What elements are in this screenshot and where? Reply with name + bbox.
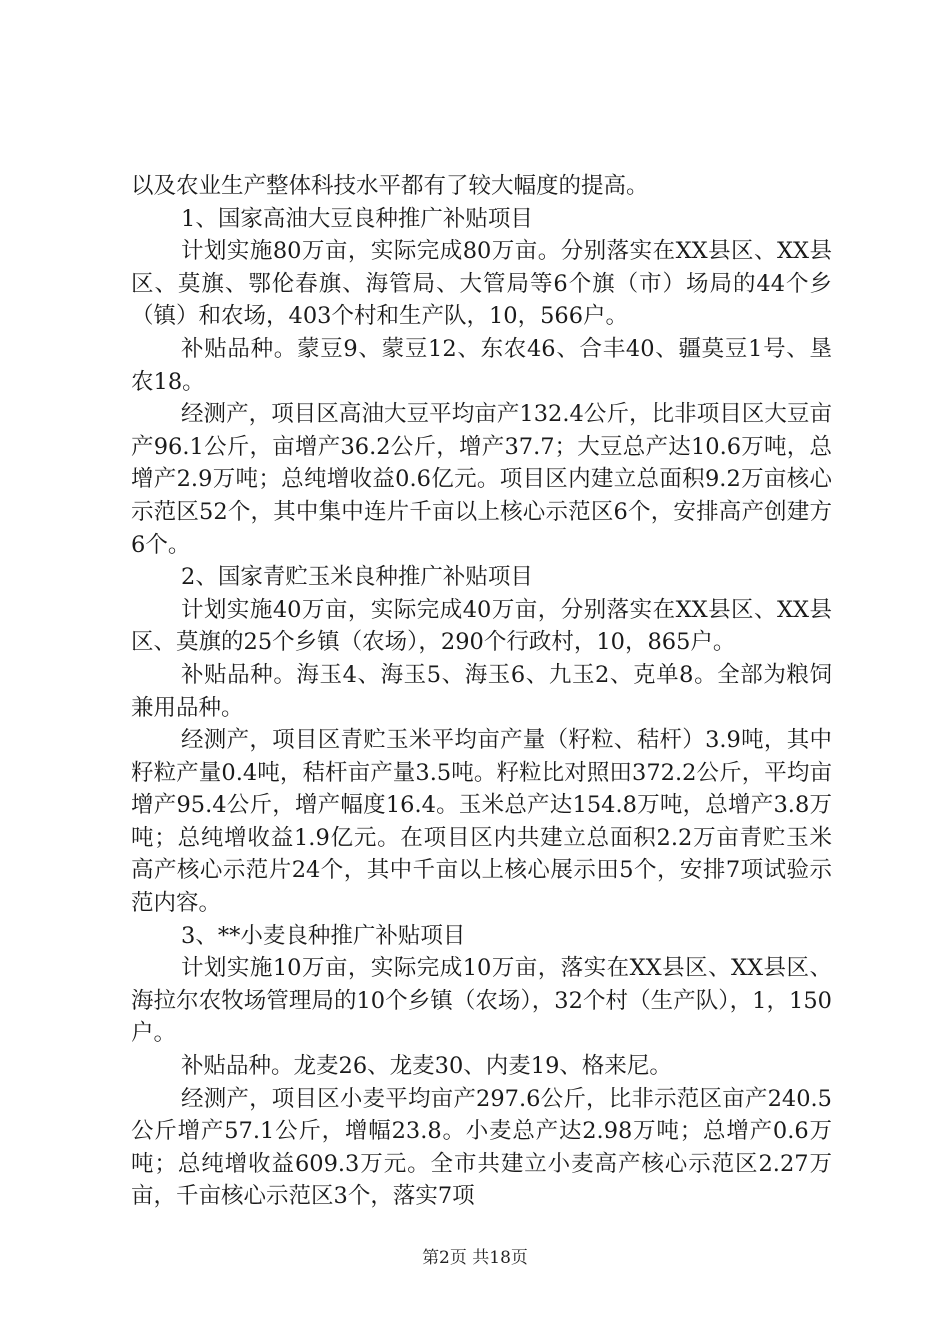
paragraph: 经测产，项目区小麦平均亩产297.6公斤，比非示范区亩产240.5公斤增产57.1公斤，增幅23.8。小麦总产达2.98万吨；总增产0.6万吨；总纯增收益609.3万元。全市共建立小麦高产核心示范区2.27万亩，千亩核心示范区3个，落实7项	[131, 1085, 832, 1210]
paragraph: 经测产，项目区高油大豆平均亩产132.4公斤，比非项目区大豆亩产96.1公斤，亩增产36.2公斤，增产37.7；大豆总产达10.6万吨，总增产2.9万吨；总纯增收益0.6亿元。项目区内建立总面积9.2万亩核心示范区52个，其中集中连片千亩以上核心示范区6个，安排高产创建方6个。	[131, 401, 832, 558]
paragraph: 以及农业生产整体科技水平都有了较大幅度的提高。	[131, 173, 649, 199]
paragraph: 经测产，项目区青贮玉米平均亩产量（籽粒、秸杆）3.9吨，其中籽粒产量0.4吨，秸杆亩产量3.5吨。籽粒比对照田372.2公斤，平均亩增产95.4公斤，增产幅度16.4。玉米总产达154.8万吨，总增产3.8万吨；总纯增收益1.9亿元。在项目区内共建立总面积2.2万亩青贮玉米高产核心示范片24个，其中千亩以上核心展示田5个，安排7项试验示范内容。	[131, 727, 832, 917]
paragraph: 补贴品种。海玉4、海玉5、海玉6、九玉2、克单8。全部为粮饲兼用品种。	[131, 661, 832, 721]
paragraph: 补贴品种。蒙豆9、蒙豆12、东农46、合丰40、疆莫豆1号、垦农18。	[131, 335, 832, 395]
section-heading: 1、国家高油大豆良种推广补贴项目	[181, 205, 533, 232]
page-footer	[0, 1243, 950, 1268]
page-number-label: 第2页 共18页	[422, 1248, 528, 1268]
paragraph: 补贴品种。龙麦26、龙麦30、内麦19、格来尼。	[181, 1053, 672, 1080]
document-body	[131, 170, 832, 1213]
paragraph: 计划实施40万亩，实际完成40万亩，分别落实在XX县区、XX县区、莫旗的25个乡镇（农场），290个行政村，10，865户。	[131, 596, 832, 656]
paragraph: 计划实施80万亩，实际完成80万亩。分别落实在XX县区、XX县区、莫旗、鄂伦春旗、海管局、大管局等6个旗（市）场局的44个乡（镇）和农场，403个村和生产队，10，566户。	[131, 238, 832, 330]
section-heading: 2、国家青贮玉米良种推广补贴项目	[181, 564, 533, 591]
paragraph: 计划实施10万亩，实际完成10万亩，落实在XX县区、XX县区、海拉尔农牧场管理局的10个乡镇（农场），32个村（生产队），1，150户。	[131, 955, 832, 1047]
section-heading: 3、**小麦良种推广补贴项目	[181, 922, 466, 949]
